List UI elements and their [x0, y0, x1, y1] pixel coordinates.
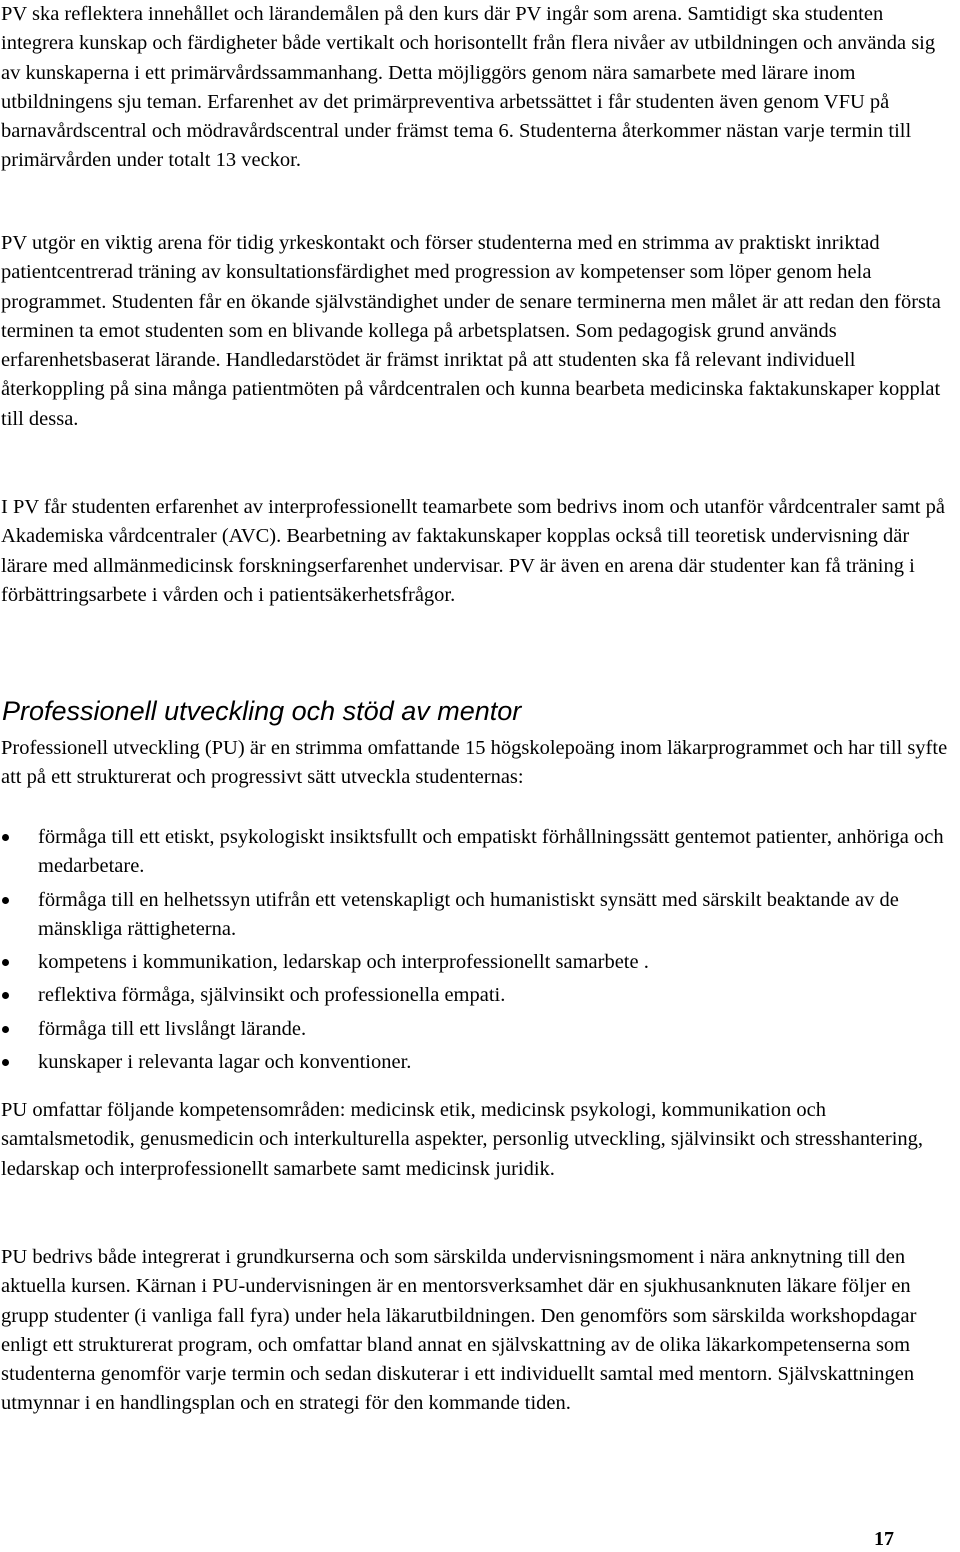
paragraph-text: PU bedrivs både integrerat i grundkurserna och som särskilda undervisningsmoment i nära anknytning till den aktuella kursen. Kärnan i PU-undervisningen är en mentorsverksamhet där en sjukhusanknuten läkare följer en grupp studenter (i vanliga fall fyra) under hela läkarutbildningen. Den genomförs som särskilda workshopdagar enligt ett strukturerat program, och omfattar bland annat en självskattning av de olika läkarkompetenserna som studenterna genomför varje termin och sedan diskuterar i ett individuellt samtal med mentorn. Självskattningen utmynnar i en handlingsplan och en strategi för den kommande tiden.: [1, 1246, 917, 1415]
paragraph-text: PU omfattar följande kompetensområden: medicinsk etik, medicinsk psykologi, kommunikation och samtalsmetodik, genusmedicin och interkulturella aspekter, personlig utveckling, självinsikt och stresshantering, ledarskap och interprofessionellt samarbete samt medicinsk juridik.: [1, 1099, 924, 1180]
bullet-text: kompetens i kommunikation, ledarskap och interprofessionellt samarbete .: [38, 951, 649, 974]
paragraph-pu-mentor: [1, 1243, 953, 1419]
paragraph-pu-intro: [1, 734, 953, 793]
paragraph-text: Professionell utveckling (PU) är en strimma omfattande 15 högskolepoäng inom läkarprogrammet och har till syfte att på ett strukturerat och progressivt sätt utveckla studenternas:: [1, 737, 948, 789]
paragraph-pv-arena: [1, 229, 953, 434]
bullet-item: [1, 981, 953, 1010]
bullet-icon: [2, 959, 9, 966]
bullet-text: förmåga till en helhetssyn utifrån ett vetenskapligt och humanistiskt synsätt med särskilt beaktande av de mänskliga rättigheterna.: [38, 888, 899, 940]
paragraph-text: I PV får studenten erfarenhet av interprofessionellt teamarbete som bedrivs inom och utanför vårdcentraler samt på Akademiska vårdcentraler (AVC). Bearbetning av faktakunskaper kopplas också till teoretisk undervisning där lärare med allmänmedicinsk forskningserfarenhet undervisar. PV är även en arena där studenter kan få träning i förbättringsarbete i vården och i patientsäkerhetsfrågor.: [1, 496, 945, 606]
bullet-icon: [2, 1059, 9, 1066]
bullet-item: [1, 1048, 953, 1077]
bullet-item: [1, 886, 953, 945]
paragraph-pu-areas: [1, 1096, 953, 1184]
paragraph-text: PV utgör en viktig arena för tidig yrkeskontakt och förser studenterna med en strimma av praktiskt inriktad patientcentrerad träning av konsultationsfärdighet med progression av kompetenser som löper genom hela programmet. Studenten får en ökande självständighet under de senare terminerna men målet är att redan den första terminen ta emot studenten som en blivande kollega på arbetsplatsen. Som pedagogisk grund används erfarenhetsbaserat lärande. Handledarstödet är främst inriktat på att studenten ska få relevant individuell återkoppling på sina många patientmöten på vårdcentralen och kunna bearbeta medicinska faktakunskaper kopplat till dessa.: [1, 232, 941, 430]
paragraph-pv-teamwork: [1, 493, 953, 610]
page-number: 17: [874, 1528, 894, 1550]
paragraph-text: PV ska reflektera innehållet och lärandemålen på den kurs där PV ingår som arena. Samtidigt ska studenten integrera kunskap och färdigheter både vertikalt och horisontellt från flera nivåer av utbildningen och använda sig av kunskaperna i ett primärvårdssammanhang. Detta möjliggörs genom nära samarbete med lärare inom utbildningens sju teman. Erfarenhet av det primärpreventiva arbetssättet i får studenten även genom VFU på barnavårdscentral och mödravårdscentral under främst tema 6. Studenterna återkommer nästan varje termin till primärvården under totalt 13 veckor.: [1, 3, 936, 172]
bullet-item: [1, 948, 953, 977]
bullet-text: kunskaper i relevanta lagar och konventioner.: [38, 1051, 412, 1074]
bullet-item: [1, 823, 953, 882]
section-heading: Professionell utveckling och stöd av mentor: [2, 696, 522, 726]
bullet-text: förmåga till ett livslångt lärande.: [38, 1017, 307, 1040]
paragraph-pv-reflection: [1, 0, 953, 176]
bullet-text: reflektiva förmåga, självinsikt och professionella empati.: [38, 984, 506, 1007]
bullet-icon: [2, 1026, 9, 1033]
bullet-item: [1, 1015, 953, 1044]
bullet-icon: [2, 834, 9, 841]
bullet-icon: [2, 897, 9, 904]
bullet-text: förmåga till ett etiskt, psykologiskt insiktsfullt och empatiskt förhållningssätt gentemot patienter, anhöriga och medarbetare.: [38, 826, 944, 878]
competence-bullet-list: [1, 823, 953, 1081]
bullet-icon: [2, 992, 9, 999]
